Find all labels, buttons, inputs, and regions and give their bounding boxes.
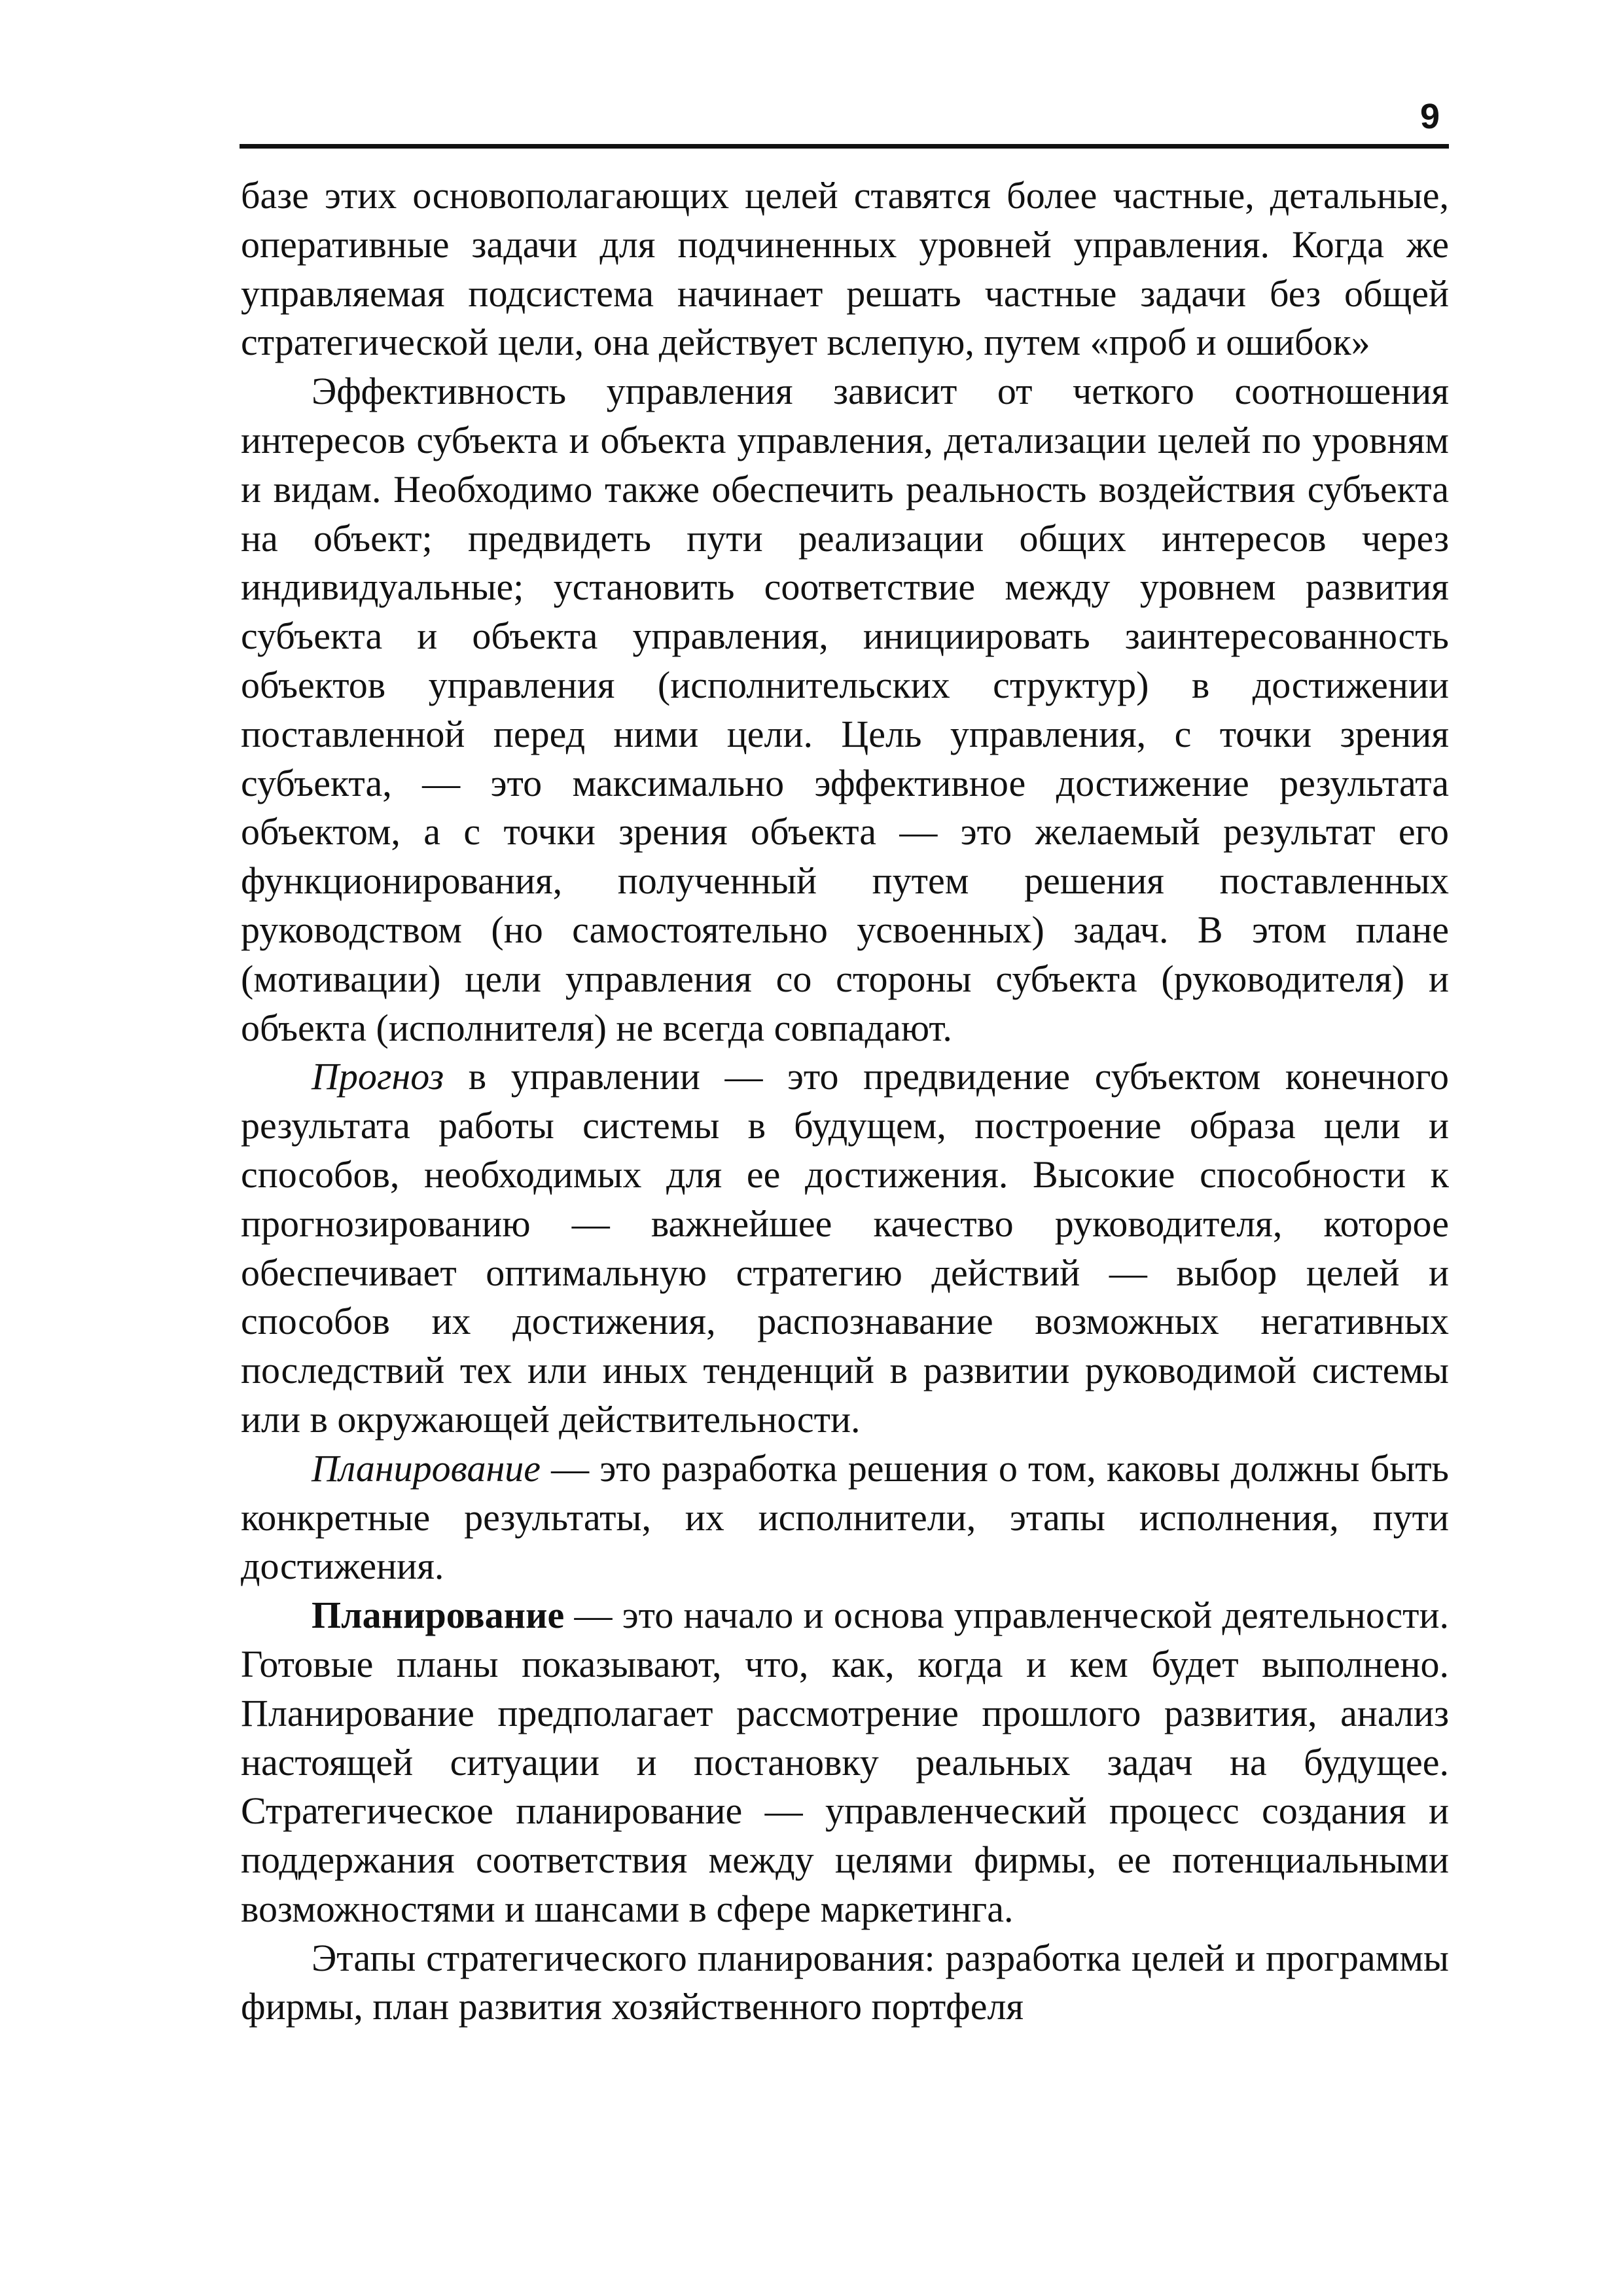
header-rule [240, 144, 1449, 149]
paragraph-planning-basis [241, 1591, 1449, 1934]
term-planning-italic: Планирование [312, 1446, 541, 1490]
paragraph-text: Этапы стратегического планирования: разработка целей и программы фирмы, план развития хозяйственного портфеля [241, 1936, 1449, 2028]
paragraph-planning-definition [241, 1444, 1449, 1591]
paragraph-planning-stages [241, 1934, 1449, 2032]
text-body [241, 171, 1449, 2032]
paragraph-forecast [241, 1052, 1449, 1444]
paragraph-continuation [241, 171, 1449, 367]
page-number: 9 [1419, 97, 1440, 136]
paragraph-text: — это начало и основа управленческой деятельности. Готовые планы показывают, что, как, когда и кем будет выполнено. Планирование предполагает рассмотрение прошлого развития, анализ настоящей ситуации и постановку реальных задач на будущее. Стратегическое планирование — управленческий процесс создания и поддержания соответствия между целями фирмы, ее потенциальными возможностями и шансами в сфере маркетинга. [241, 1594, 1449, 1930]
paragraph-text: в управлении — это предвидение субъектом конечного результата работы системы в будущем, построение образа цели и способов, необходимых для ее достижения. Высокие способности к прогнозированию — важнейшее качество руководителя, которое обеспечивает оптимальную стратегию действий — выбор целей и способов их достижения, распознавание возможных негативных последствий тех или иных тенденций в развитии руководимой системы или в окружающей действительности. [241, 1055, 1449, 1441]
term-planning-bold: Планирование [312, 1594, 565, 1637]
term-forecast: Прогноз [312, 1055, 444, 1098]
paragraph-text: базе этих основополагающих целей ставятся более частные, детальные, оперативные задачи для подчиненных уровней управления. Когда же управляемая подсистема начинает решать частные задачи без общей стратегической цели, она действует вслепую, путем «проб и ошибок» [241, 174, 1449, 364]
paragraph-text: Эффективность управления зависит от четкого соотношения интересов субъекта и объекта управления, детализации целей по уровням и видам. Необходимо также обеспечить реальность воздействия субъекта на объект; предвидеть пути реализации общих интересов через индивидуальные; установить соответствие между уровнем развития субъекта и объекта управления, инициировать заинтересованность объектов управления (исполнительских структур) в достижении поставленной перед ними цели. Цель управления, с точки зрения субъекта, — это максимально эффективное достижение результата объектом, а с точки зрения объекта — это желаемый результат его функционирования, полученный путем решения поставленных руководством (но самостоятельно усвоенных) задач. В этом плане (мотивации) цели управления со стороны субъекта (руководителя) и объекта (исполнителя) не всегда совпадают. [241, 370, 1449, 1049]
paragraph-text: — это разработка решения о том, каковы должны быть конкретные результаты, их исполнители, этапы исполнения, пути достижения. [241, 1446, 1449, 1588]
paragraph-management-effectiveness [241, 367, 1449, 1052]
